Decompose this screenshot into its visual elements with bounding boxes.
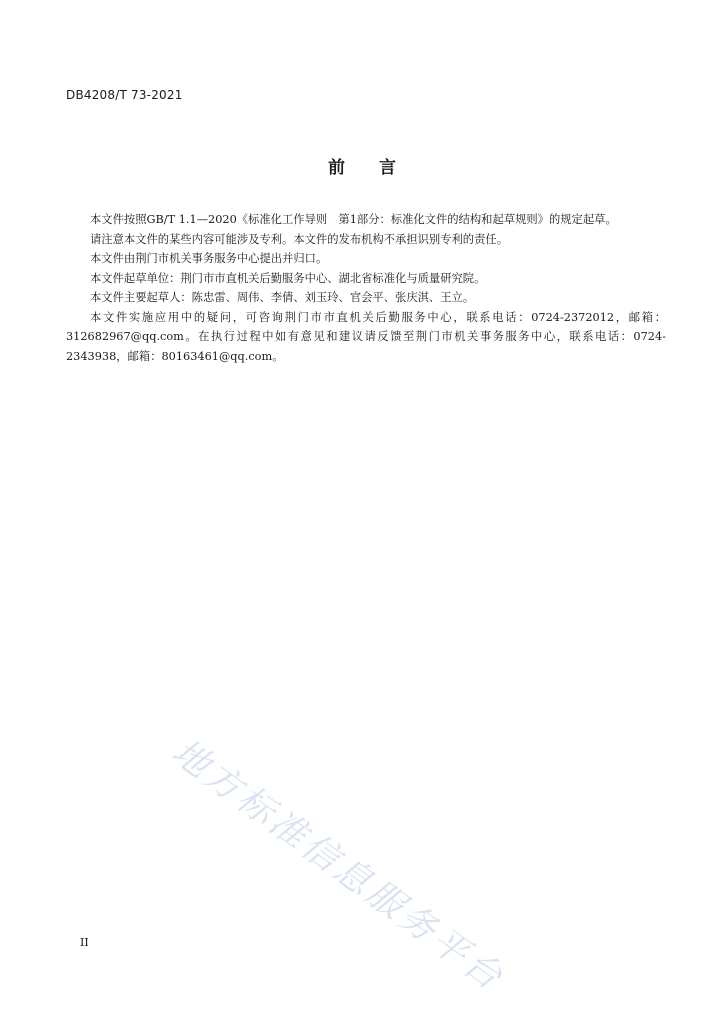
paragraph-proposer: 本文件由荆门市机关事务服务中心提出并归口。 (90, 252, 328, 265)
paragraph-drafting-units: 本文件起草单位：荆门市市直机关后勤服务中心、湖北省标准化与质量研究院。 (90, 271, 486, 285)
paragraph-patent-notice: 请注意本文件的某些内容可能涉及专利。本文件的发布机构不承担识别专利的责任。 (90, 232, 508, 246)
page-number: II (80, 936, 89, 949)
watermark: 地方标准信息服务平台 (164, 731, 512, 1000)
page-title: 前言 (328, 158, 430, 178)
paragraph-contact-info: 本文件实施应用中的疑问，可咨询荆门市市直机关后勤服务中心，联系电话：0724-2372012，邮箱：312682967@qq.com。在执行过程中如有意见和建议请反馈至荆门市机关事务服务中心，联系电话：0724-2343938，邮箱：80163461@qq.com。 (66, 310, 666, 363)
paragraph-drafters: 本文件主要起草人：陈忠雷、周伟、李倩、刘玉玲、官会平、张庆淇、王立。 (90, 291, 475, 304)
document-code: DB4208/T 73-2021 (66, 88, 183, 102)
foreword-body (66, 210, 666, 366)
paragraph-drafting-basis: 本文件按照GB/T 1.1—2020《标准化工作导则 第1部分：标准化文件的结构和起草规则》的规定起草。 (90, 213, 617, 226)
